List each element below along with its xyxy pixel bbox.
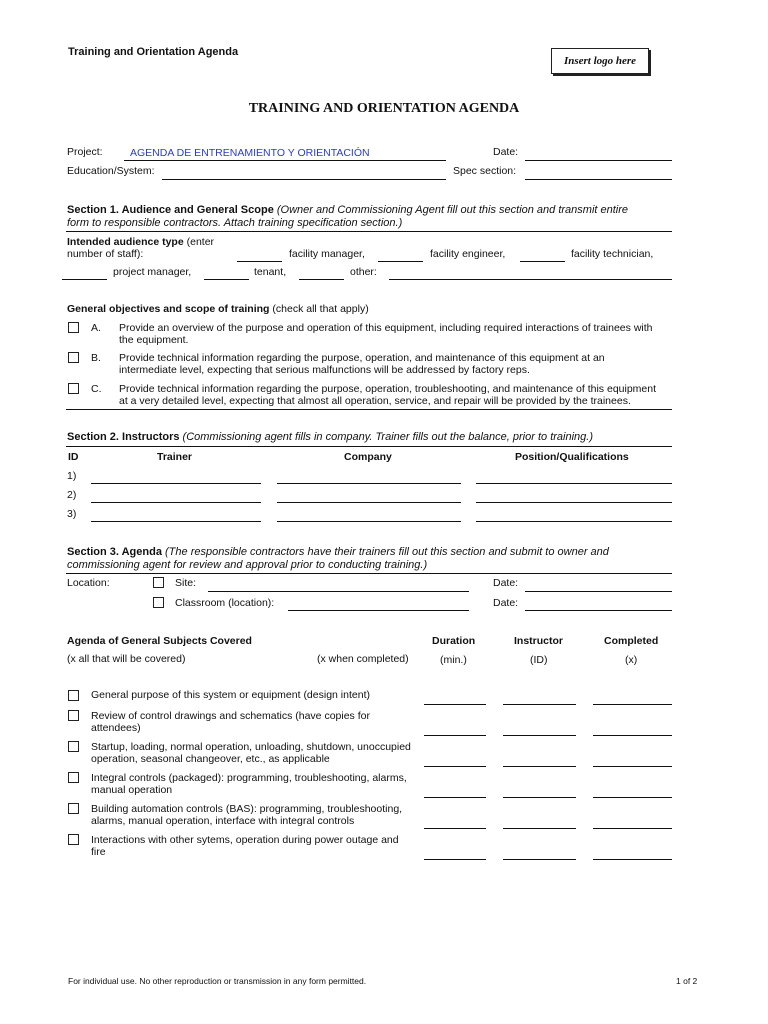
instructor-row-2-trainer[interactable] <box>91 502 261 503</box>
subject-3-line1: Startup, loading, normal operation, unloading, shutdown, unoccupied <box>91 741 411 753</box>
project-value[interactable]: AGENDA DE ENTRENAMIENTO Y ORIENTACIÓN <box>130 147 370 159</box>
subject-1-duration[interactable] <box>424 704 486 705</box>
subject-1-text <box>91 689 370 701</box>
section2-heading-block <box>67 431 593 443</box>
section2-note: (Commissioning agent fills in company. Trainer fills out the balance, prior to training.) <box>182 431 593 443</box>
col-instructor: Instructor <box>514 635 564 647</box>
other-field-line[interactable] <box>389 279 672 280</box>
objective-a-line2: the equipment. <box>119 334 189 346</box>
other-label: other: <box>350 266 377 278</box>
tenant-label: tenant, <box>254 266 287 278</box>
col-position: Position/Qualifications <box>515 451 629 463</box>
subject-2-line2: attendees) <box>91 722 141 734</box>
section3-heading-block <box>67 545 677 559</box>
section2-rule <box>66 446 672 447</box>
section1-note-1: (Owner and Commissioning Agent fill out this section and transmit entire <box>276 204 629 216</box>
x-all-note: (x all that will be covered) <box>67 653 186 665</box>
objective-c-checkbox[interactable] <box>68 383 79 394</box>
site-checkbox[interactable] <box>153 577 164 588</box>
col-duration-unit: (min.) <box>440 654 467 666</box>
subject-5-text <box>91 803 402 827</box>
subject-3-line2: operation, seasonal changeover, etc., as applicable <box>91 753 330 765</box>
section1-bottom-rule <box>66 409 672 410</box>
logo-placeholder: Insert logo here <box>551 48 649 74</box>
instructor-row-1-company[interactable] <box>277 483 461 484</box>
objective-c-line2: at a very detailed level, expecting that almost all operation, service, and repair will be provided by the trainees. <box>119 395 631 407</box>
classroom-label: Classroom (location): <box>175 597 275 609</box>
subject-4-line2: manual operation <box>91 784 173 796</box>
page-title: TRAINING AND ORIENTATION AGENDA <box>248 101 520 116</box>
subject-3-completed[interactable] <box>593 766 672 767</box>
col-trainer: Trainer <box>157 451 193 463</box>
doc-header-label: Training and Orientation Agenda <box>68 46 239 58</box>
facility-engineer-count[interactable] <box>378 261 423 262</box>
facility-technician-count[interactable] <box>520 261 565 262</box>
project-manager-label: project manager, <box>113 266 192 278</box>
project-manager-count[interactable] <box>62 279 107 280</box>
objective-a-text <box>119 322 653 346</box>
x-when-note: (x when completed) <box>317 653 409 665</box>
section2-heading: Section 2. Instructors <box>67 431 180 443</box>
facility-manager-count[interactable] <box>237 261 282 262</box>
subject-3-text <box>91 741 411 765</box>
tenant-count[interactable] <box>204 279 249 280</box>
subject-5-line2: alarms, manual operation, interface with integral controls <box>91 815 355 827</box>
subject-4-completed[interactable] <box>593 797 672 798</box>
section3-note-2: commissioning agent for review and approval prior to conducting training.) <box>67 559 428 571</box>
objectives-heading <box>67 303 369 315</box>
subject-4-checkbox[interactable] <box>68 772 79 783</box>
spec-field-line[interactable] <box>525 179 672 180</box>
section3-heading: Section 3. Agenda <box>67 546 162 558</box>
subject-6-instructor[interactable] <box>503 859 576 860</box>
objective-b-line1: Provide technical information regarding the purpose, operation, and maintenance of this equipment at an <box>119 352 605 364</box>
education-field-line[interactable] <box>162 179 446 180</box>
agenda-heading: Agenda of General Subjects Covered <box>67 635 252 647</box>
subject-1-line1: General purpose of this system or equipment (design intent) <box>91 689 370 701</box>
facility-technician-label: facility technician, <box>571 248 654 260</box>
objective-b-checkbox[interactable] <box>68 352 79 363</box>
footer-notice: For individual use. No other reproduction or transmission in any form permitted. <box>68 976 367 986</box>
subject-2-instructor[interactable] <box>503 735 576 736</box>
classroom-date-label: Date: <box>493 597 519 609</box>
objective-a-letter: A. <box>91 322 101 334</box>
audience-note-1: (enter <box>186 236 215 248</box>
instructor-row-2-company[interactable] <box>277 502 461 503</box>
audience-label: Intended audience type <box>67 236 184 248</box>
site-date-label: Date: <box>493 577 519 589</box>
subject-5-completed[interactable] <box>593 828 672 829</box>
objective-b-line2: intermediate level, expecting that serious malfunctions will be addressed by factory reps. <box>119 364 530 376</box>
subject-6-duration[interactable] <box>424 859 486 860</box>
objective-c-line1: Provide technical information regarding the purpose, operation, troubleshooting, and maintenance of this equipment <box>119 383 657 395</box>
site-label: Site: <box>175 577 197 589</box>
subject-5-instructor[interactable] <box>503 828 576 829</box>
instructor-row-3-position[interactable] <box>476 521 672 522</box>
section3-note-1: (The responsible contractors have their trainers fill out this section and submit to owner and <box>165 546 609 558</box>
classroom-field-line[interactable] <box>288 610 469 611</box>
date-label: Date: <box>493 146 519 158</box>
subject-5-duration[interactable] <box>424 828 486 829</box>
subject-1-checkbox[interactable] <box>68 690 79 701</box>
audience-note-2: number of staff): <box>67 248 144 260</box>
section1-heading-block <box>67 203 677 217</box>
subject-2-text <box>91 710 370 734</box>
col-company: Company <box>344 451 392 463</box>
objective-a-checkbox[interactable] <box>68 322 79 333</box>
spec-label: Spec section: <box>453 165 517 177</box>
subject-6-text <box>91 834 399 858</box>
subject-1-completed[interactable] <box>593 704 672 705</box>
subject-2-completed[interactable] <box>593 735 672 736</box>
instructor-row-1-position[interactable] <box>476 483 672 484</box>
audience-type <box>67 236 214 248</box>
objective-b-text <box>119 352 605 376</box>
education-label: Education/System: <box>67 165 155 177</box>
section1-heading: Section 1. Audience and General Scope <box>67 204 274 216</box>
objective-c-letter: C. <box>91 383 102 395</box>
project-label: Project: <box>67 146 103 158</box>
objective-c-text <box>119 383 656 407</box>
subject-2-checkbox[interactable] <box>68 710 79 721</box>
col-instructor-unit: (ID) <box>530 654 548 666</box>
subject-4-duration[interactable] <box>424 797 486 798</box>
subject-1-instructor[interactable] <box>503 704 576 705</box>
facility-engineer-label: facility engineer, <box>430 248 506 260</box>
instructor-row-1-trainer[interactable] <box>91 483 261 484</box>
location-label: Location: <box>67 577 110 589</box>
subject-2-line1: Review of control drawings and schematics (have copies for <box>91 710 370 722</box>
instructor-row-2-id: 2) <box>67 489 77 501</box>
section3-rule <box>66 573 672 574</box>
subject-4-instructor[interactable] <box>503 797 576 798</box>
subject-3-checkbox[interactable] <box>68 741 79 752</box>
classroom-date-field-line[interactable] <box>525 610 672 611</box>
subject-4-line1: Integral controls (packaged): programming, troubleshooting, alarms, <box>91 772 407 784</box>
instructor-row-3-company[interactable] <box>277 521 461 522</box>
project-field-line <box>124 160 446 161</box>
col-duration: Duration <box>432 635 476 647</box>
objectives-note: (check all that apply) <box>272 303 369 315</box>
date-field-line[interactable] <box>525 160 672 161</box>
subject-3-duration[interactable] <box>424 766 486 767</box>
subject-3-instructor[interactable] <box>503 766 576 767</box>
objectives-label: General objectives and scope of training <box>67 303 270 315</box>
section1-note-2: form to responsible contractors. Attach training specification section.) <box>67 217 403 229</box>
instructor-row-2-position[interactable] <box>476 502 672 503</box>
page-number: 1 of 2 <box>676 976 698 986</box>
subject-6-line2: fire <box>91 846 106 858</box>
site-date-field-line[interactable] <box>525 591 672 592</box>
instructor-row-3-id: 3) <box>67 508 77 520</box>
subject-4-text <box>91 772 407 796</box>
other-count[interactable] <box>299 279 344 280</box>
objective-b-letter: B. <box>91 352 101 364</box>
col-id: ID <box>68 451 79 463</box>
subject-5-checkbox[interactable] <box>68 803 79 814</box>
section1-rule <box>66 231 672 232</box>
subject-6-line1: Interactions with other sytems, operation during power outage and <box>91 834 399 846</box>
site-field-line[interactable] <box>208 591 469 592</box>
instructor-row-3-trainer[interactable] <box>91 521 261 522</box>
subject-6-checkbox[interactable] <box>68 834 79 845</box>
subject-6-completed[interactable] <box>593 859 672 860</box>
subject-2-duration[interactable] <box>424 735 486 736</box>
objective-a-line1: Provide an overview of the purpose and operation of this equipment, including required interactions of trainees with <box>119 322 653 334</box>
instructor-row-1-id: 1) <box>67 470 77 482</box>
col-completed: Completed <box>604 635 659 647</box>
facility-manager-label: facility manager, <box>289 248 365 260</box>
classroom-checkbox[interactable] <box>153 597 164 608</box>
subject-5-line1: Building automation controls (BAS): programming, troubleshooting, <box>91 803 403 815</box>
col-completed-unit: (x) <box>625 654 638 666</box>
